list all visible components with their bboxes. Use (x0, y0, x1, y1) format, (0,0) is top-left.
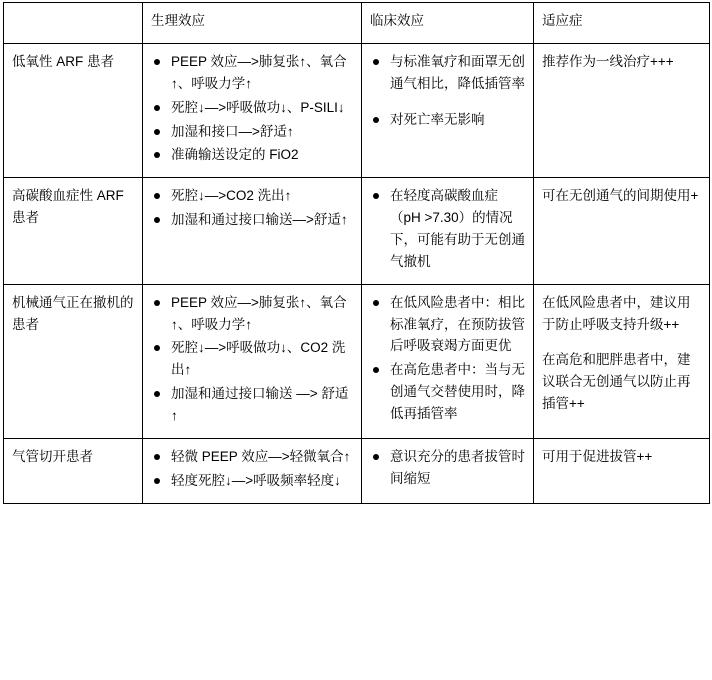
list-item: 与标准氧疗和面罩无创通气相比，降低插管率 (370, 51, 525, 95)
list-item: 加湿和通过接口输送 —> 舒适↑ (151, 383, 353, 427)
clinical-list (370, 185, 525, 272)
list-item: 死腔↓—>呼吸做功↓、P-SILI↓ (151, 97, 353, 119)
list-item: 轻度死腔↓—>呼吸频率轻度↓ (151, 470, 353, 492)
list-item: 加湿和通过接口输送—>舒适↑ (151, 209, 353, 231)
table-row (4, 438, 710, 503)
clinical-cell (362, 438, 534, 503)
physiologic-list (151, 292, 353, 427)
indications-cell (534, 178, 710, 284)
clinical-cell (362, 284, 534, 438)
physiologic-cell (143, 284, 362, 438)
physiologic-list (151, 51, 353, 166)
row-label-cell: 气管切开患者 (4, 438, 143, 503)
row-label-cell: 机械通气正在撤机的患者 (4, 284, 143, 438)
row-label-cell: 低氧性 ARF 患者 (4, 44, 143, 178)
list-item: 在低风险患者中：相比标准氧疗，在预防拔管后呼吸衰竭方面更优 (370, 292, 525, 358)
header-cell-physiologic: 生理效应 (143, 3, 362, 44)
physiologic-cell (143, 438, 362, 503)
indications-cell (534, 438, 710, 503)
indication-text: 推荐作为一线治疗+++ (542, 54, 674, 69)
header-cell-clinical: 临床效应 (362, 3, 534, 44)
list-item: 死腔↓—>呼吸做功↓、CO2 洗出↑ (151, 337, 353, 381)
indication-text: 可在无创通气的间期使用+ (542, 188, 699, 204)
indications-cell (534, 44, 710, 178)
header-cell-indications: 适应症 (534, 3, 710, 44)
effects-table (3, 2, 710, 504)
row-label-cell: 高碳酸血症性 ARF 患者 (4, 178, 143, 284)
clinical-cell (362, 44, 534, 178)
clinical-list (370, 51, 525, 131)
clinical-list (370, 446, 525, 490)
indication-text: 在低风险患者中，建议用于防止呼吸支持升级++ (542, 294, 691, 332)
header-cell-blank (4, 3, 143, 44)
clinical-cell (362, 178, 534, 284)
list-item: 加湿和接口—>舒适↑ (151, 121, 353, 143)
list-item: 在轻度高碳酸血症（pH >7.30）的情况下，可能有助于无创通气撤机 (370, 185, 525, 272)
physiologic-cell (143, 44, 362, 178)
list-item: 轻微 PEEP 效应—>轻微氧合↑ (151, 446, 353, 468)
list-item: PEEP 效应—>肺复张↑、氧合↑、呼吸力学↑ (151, 292, 353, 336)
list-item: 意识充分的患者拔管时间缩短 (370, 446, 525, 490)
table-header-row (4, 3, 710, 44)
list-item: 准确输送设定的 FiO2 (151, 144, 353, 166)
clinical-list (370, 292, 525, 425)
list-item: 死腔↓—>CO2 洗出↑ (151, 185, 353, 207)
table-row (4, 284, 710, 438)
list-item: PEEP 效应—>肺复张↑、氧合↑、呼吸力学↑ (151, 51, 353, 95)
document-page (0, 2, 712, 680)
list-item: 对死亡率无影响 (370, 109, 525, 131)
table-row (4, 44, 710, 178)
list-item: 在高危患者中：当与无创通气交替使用时，降低再插管率 (370, 359, 525, 425)
indications-cell (534, 284, 710, 438)
indication-text: 在高危和肥胖患者中，建议联合无创通气以防止再插管++ (542, 352, 691, 412)
physiologic-list (151, 446, 353, 492)
physiologic-cell (143, 178, 362, 284)
indication-text: 可用于促进拔管++ (542, 448, 653, 464)
physiologic-list (151, 185, 353, 231)
table-row (4, 178, 710, 284)
